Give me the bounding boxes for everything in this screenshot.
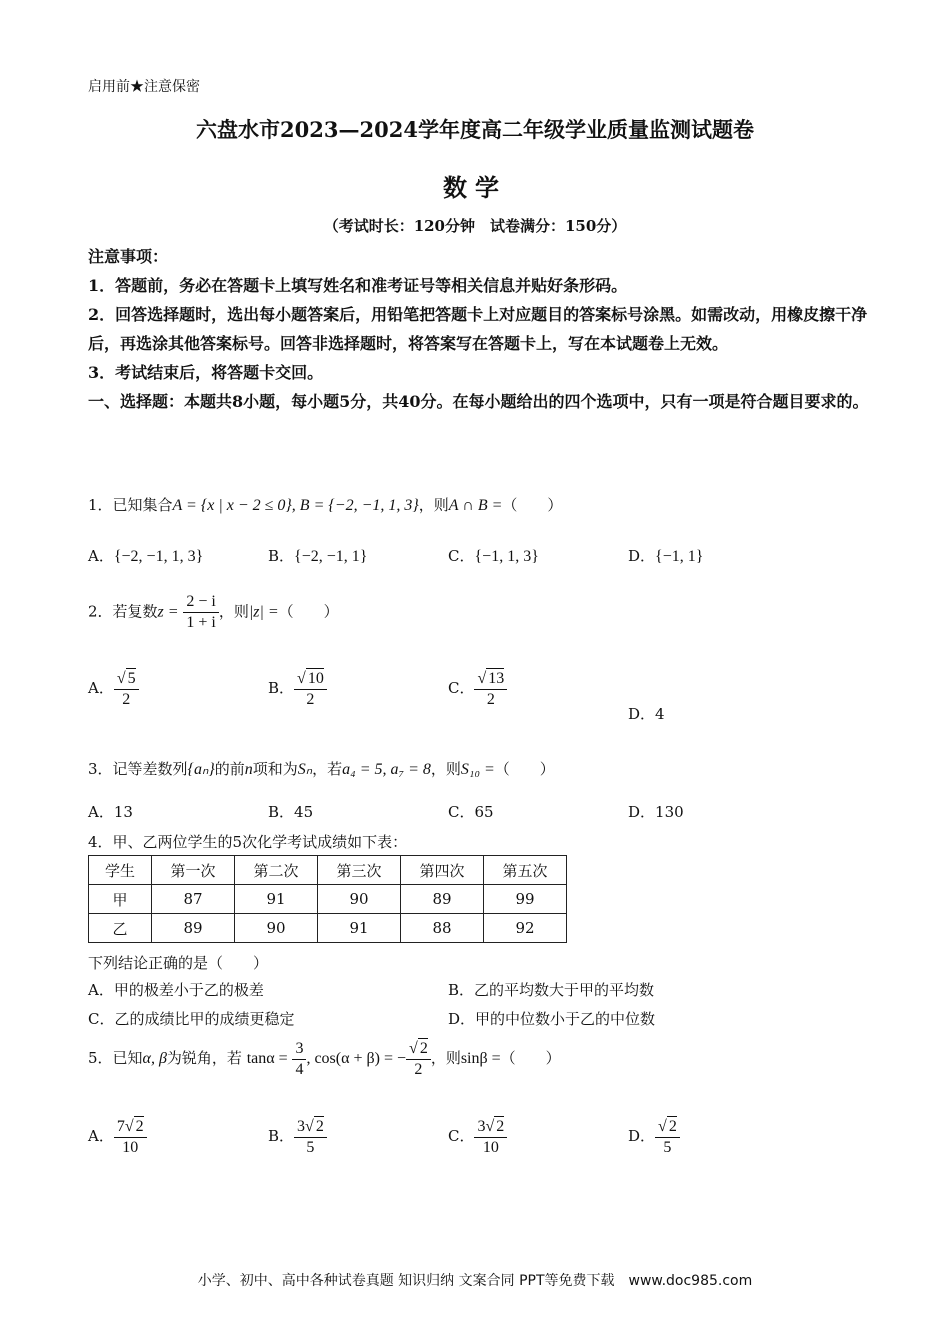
q2-paren: （ ） [278, 604, 339, 621]
notice-item: 3．考试结束后，将答题卡交回。 [88, 363, 324, 382]
q1-mid: ，则 [418, 496, 449, 514]
q1-option-b-value: {−2, −1, 1} [294, 548, 368, 565]
q2-prefix: 2．若复数 [88, 602, 158, 621]
q1-option-d-value: {−1, 1} [655, 548, 704, 565]
q2-option-c: C． $\frac{√ 13}{2}$ [448, 668, 507, 710]
footer-ad: 小学、初中、高中各种试卷真题 知识归纳 文案合同 PPT等免费下载 www.doc985.com [197, 1273, 753, 1289]
question-5-stem: 5．已知α, β为锐角，若 tanα = $\frac{3}{4}$ , cos(α + β) = − $\frac{√ 2}{2}$ ，则sinβ =（ ） [88, 1039, 561, 1078]
q1-option-c-value: {−1, 1, 3} [474, 548, 539, 565]
q5-option-b: B． $\frac{3√ 2}{5}$ [268, 1116, 327, 1158]
q1-paren: （ ） [502, 498, 563, 514]
q4-question: 下列结论正确的是（ ） [88, 954, 269, 972]
question-2-stem [88, 592, 339, 633]
notice-item: 1．答题前，务必在答题卡上填写姓名和准考证号等相关信息并贴好条形码。 [88, 276, 628, 295]
exam-title: 六盘水市2023—2024学年度高二年级学业质量监测试题卷 [196, 117, 754, 142]
notice-block [88, 242, 878, 416]
q1-option-a-value: {−2, −1, 1, 3} [113, 548, 204, 565]
scores-table [88, 855, 567, 943]
q4-option-d: D．甲的中位数小于乙的中位数 [448, 1010, 656, 1028]
q2-mid: ，则 [218, 602, 249, 621]
confidential-note: 启用前★注意保密 [88, 79, 200, 95]
q1-prefix: 1．已知集合 [88, 496, 173, 514]
q5-option-a: A． $\frac{7√ 2}{10}$ [88, 1116, 147, 1158]
table-row: 乙 89 90 91 88 92 [89, 914, 567, 943]
q3-option-b: B．45 [268, 803, 314, 821]
q2-fraction: $\frac{2 - i}{1 + i}$ [183, 592, 218, 633]
subject-title: 数学 [443, 173, 507, 202]
q1-option-a: A．{−2, −1, 1, 3} [88, 547, 204, 565]
notice-item: 2．回答选择题时，选出每小题答案后，用铅笔把答题卡上对应题目的答案标号涂黑。如需改动，用橡皮擦干净后，再选涂其他答案标号。回答非选择题时，将答案写在答题卡上，写在本试题卷上无效。 [88, 305, 868, 353]
q2-option-b: B． $\frac{√ 10}{2}$ [268, 668, 327, 710]
q2-z: z = [157, 603, 179, 621]
q3-option-c: C．65 [448, 803, 494, 821]
notice-heading: 注意事项： [88, 247, 169, 266]
question-3-stem: 3．记等差数列{aₙ}的前n项和为Sₙ，若a₄ = 5, a₇ = 8，则S₁₀ =（ ） [88, 760, 555, 778]
q1-option-b: B．{−2, −1, 1} [268, 547, 368, 565]
q2-expr: |z| = [248, 603, 279, 621]
table-header-row: 学生 第一次 第二次 第三次 第四次 第五次 [89, 856, 567, 885]
section-heading: 一、选择题：本题共8小题，每小题5分，共40分。在每小题给出的四个选项中，只有一项是符合题目要求的。 [88, 392, 869, 411]
q4-option-b: B．乙的平均数大于甲的平均数 [448, 981, 655, 999]
q3-option-d: D．130 [628, 803, 684, 821]
q1-expr: A ∩ B = [448, 497, 503, 514]
q1-option-c: C．{−1, 1, 3} [448, 547, 539, 565]
q2-option-d: D．4 [628, 705, 665, 723]
q3-option-a: A．13 [88, 803, 133, 821]
q4-option-c: C．乙的成绩比甲的成绩更稳定 [88, 1010, 295, 1028]
q2-option-a: A． $\frac{√ 5}{2}$ [88, 668, 139, 710]
question-1-stem [88, 494, 562, 515]
q1-option-d: D．{−1, 1} [628, 547, 704, 565]
q5-option-d: D． $\frac{√ 2}{5}$ [628, 1116, 680, 1158]
table-row: 甲 87 91 90 89 99 [89, 885, 567, 914]
q4-option-a: A．甲的极差小于乙的极差 [88, 981, 264, 999]
question-4-stem: 4．甲、乙两位学生的5次化学考试成绩如下表： [88, 833, 408, 851]
q5-option-c: C． $\frac{3√ 2}{10}$ [448, 1116, 507, 1158]
q1-sets: A = {x | x − 2 ≤ 0}, B = {−2, −1, 1, 3} [172, 497, 419, 514]
exam-info: （考试时长：120分钟 试卷满分：150分） [323, 217, 627, 235]
